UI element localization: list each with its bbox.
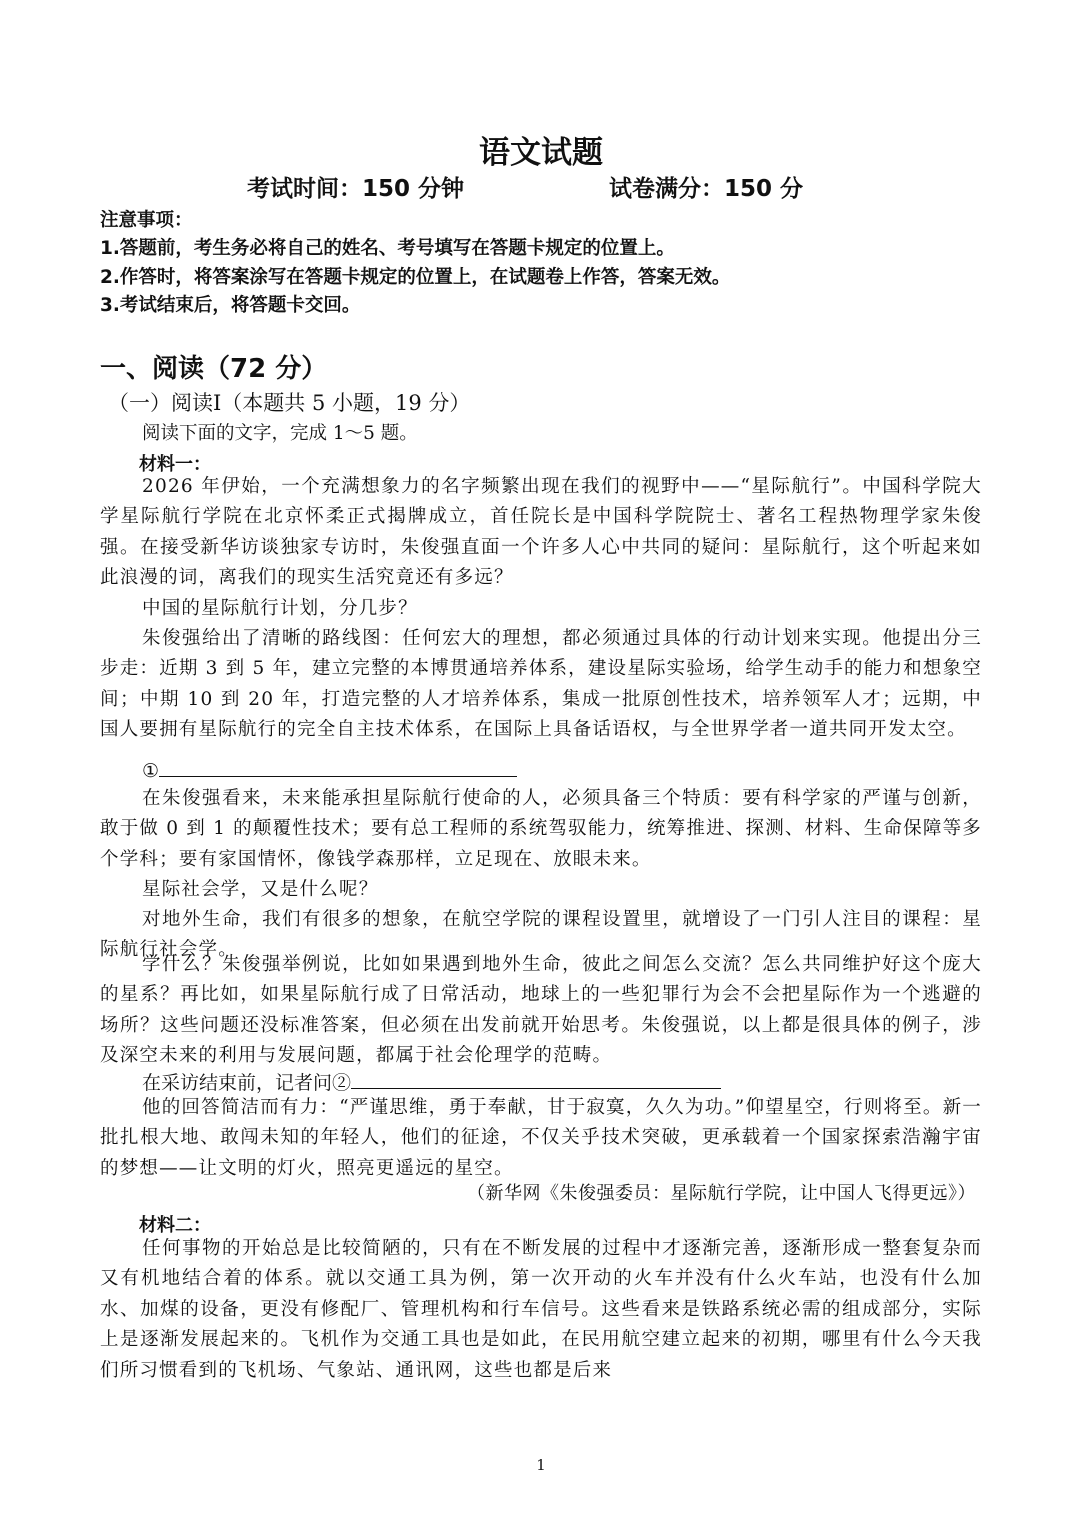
exam-page — [100, 0, 982, 1527]
exam-time: 考试时间：150 分钟 — [247, 176, 465, 202]
full-score: 试卷满分：150 分 — [609, 176, 804, 202]
material-1-paragraph-1: 2026 年伊始，一个充满想象力的名字频繁出现在我们的视野中——“星际航行”。中国科学院大学星际航行学院在北京怀柔正式揭牌成立，首任院长是中国科学院院士、著名工程热物理学家朱俊强。在接受新华访谈独家专访时，朱俊强直面一个许多人心中共同的疑问：星际航行，这个听起来如此浪漫的词，离我们的现实生活究竟还有多远？ — [100, 476, 982, 589]
notice-item-2: 2.作答时，将答案涂写在答题卡规定的位置上，在试题卷上作答，答案无效。 — [100, 267, 731, 288]
material-1-paragraph-3: 朱俊强给出了清晰的路线图：任何宏大的理想，都必须通过具体的行动计划来实现。他提出分三步走：近期 3 到 5 年，建立完整的本博贯通培养体系，建设星际实验场，给学生动手的能力和想象空间；中期 10 到 20 年，打造完整的人才培养体系，集成一批原创性技术，培养领军人才；远期，中国人要拥有星际航行的完全自主技术体系，在国际上具备话语权，与全世界学者一道共同开发太空。 — [100, 628, 982, 741]
blank-1-label: ① — [142, 760, 160, 782]
notice-heading: 注意事项： — [100, 210, 193, 231]
material-1-paragraph-4: 在朱俊强看来，未来能承担星际航行使命的人，必须具备三个特质：要有科学家的严谨与创新，敢于做 0 到 1 的颠覆性技术；要有总工程师的系统驾驭能力，统筹推进、探测、材料、生命保障等多个学科；要有家国情怀，像钱学森那样，立足现在、放眼未来。 — [100, 788, 982, 870]
material-1-heading: 材料一： — [139, 454, 211, 475]
material-1-paragraph-8: 他的回答简洁而有力：“严谨思维，勇于奉献，甘于寂寞，久久为功。”仰望星空，行则将至。新一批扎根大地、敢闯未知的年轻人，他们的征途，不仅关乎技术突破，更承载着一个国家探索浩瀚宇宙的梦想——让文明的灯火，照亮更遥远的星空。 — [100, 1097, 982, 1179]
blank-2-underline — [351, 1084, 721, 1089]
material-1-paragraph-6: 对地外生命，我们有很多的想象，在航空学院的课程设置里，就增设了一门引人注目的课程：星际航行社会学。 — [100, 909, 982, 961]
blank-1-underline — [159, 772, 517, 777]
answer-blank-1 — [142, 756, 517, 786]
material-2-heading: 材料二： — [139, 1215, 211, 1236]
material-1-paragraph-7: 学什么？朱俊强举例说，比如如果遇到地外生命，彼此之间怎么交流？怎么共同维护好这个庞大的星系？再比如，如果星际航行成了日常活动，地球上的一些犯罪行为会不会把星际作为一个逃避的场所？这些问题还没标准答案，但必须在出发前就开始思考。朱俊强说，以上都是很具体的例子，涉及深空未来的利用与发展问题，都属于社会伦理学的范畴。 — [100, 954, 982, 1067]
section-title: 一、阅读（72 分） — [100, 354, 328, 384]
section-subtitle: （一）阅读Ⅰ（本题共 5 小题，19 分） — [108, 391, 471, 415]
material-1-source: （新华网《朱俊强委员：星际航行学院，让中国人飞得更远》） — [467, 1183, 976, 1204]
notice-item-3: 3.考试结束后，将答题卡交回。 — [100, 295, 361, 316]
exam-title: 语文试题 — [479, 135, 603, 171]
material-2-paragraph-1: 任何事物的开始总是比较简陋的，只有在不断发展的过程中才逐渐完善，逐渐形成一整套复杂而又有机地结合着的体系。就以交通工具为例，第一次开动的火车并没有什么火车站，也没有什么加水、加煤的设备，更没有修配厂、管理机构和行车信号。这些看来是铁路系统必需的组成部分，实际上是逐渐发展起来的。飞机作为交通工具也是如此，在民用航空建立起来的初期，哪里有什么今天我们所习惯看到的飞机场、气象站、通讯网，这些也都是后来 — [100, 1238, 982, 1381]
material-1-paragraph-5: 星际社会学，又是什么呢？ — [142, 879, 379, 900]
instruction: 阅读下面的文字，完成 1～5 题。 — [142, 423, 418, 444]
blank-2-label: 在采访结束前，记者问② — [142, 1072, 352, 1094]
page-number: 1 — [536, 1456, 546, 1474]
material-1-paragraph-2: 中国的星际航行计划，分几步？ — [142, 598, 418, 619]
notice-item-1: 1.答题前，考生务必将自己的姓名、考号填写在答题卡规定的位置上。 — [100, 238, 675, 259]
